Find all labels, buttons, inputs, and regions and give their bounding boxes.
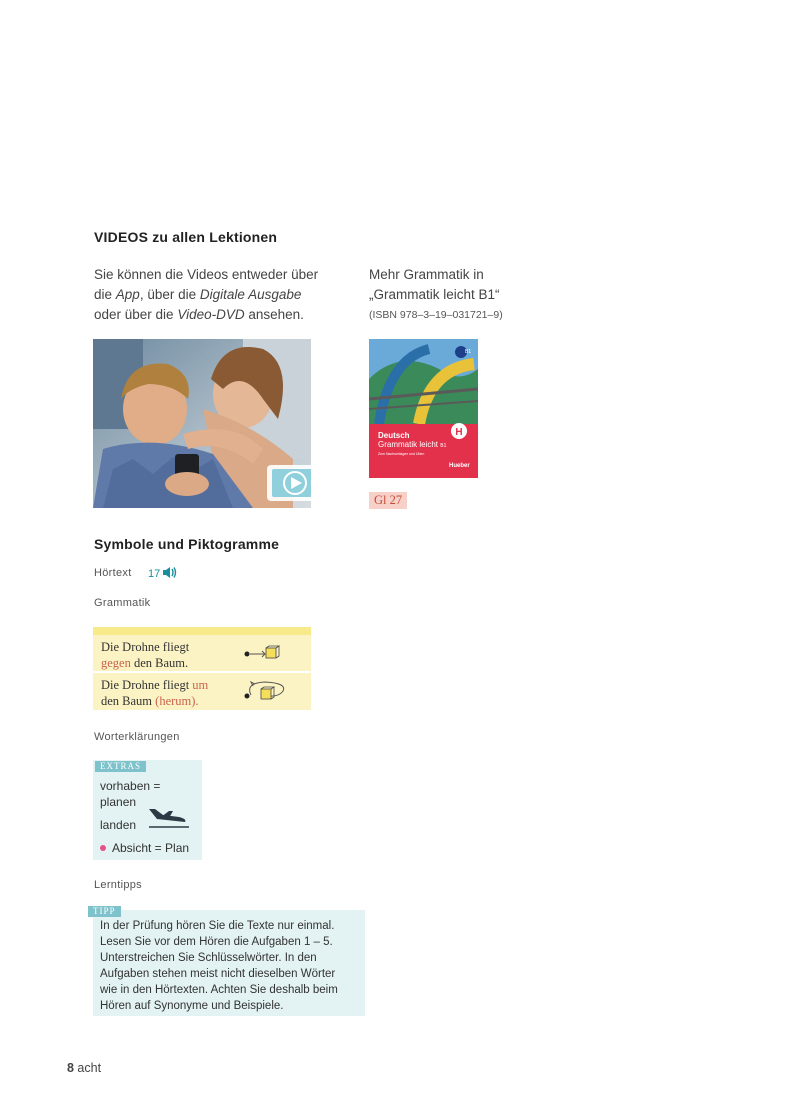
around-icon <box>243 677 289 703</box>
grammar-box-header <box>93 627 311 635</box>
tipp-box <box>93 906 365 1016</box>
videos-description <box>94 265 354 325</box>
extras-box <box>93 760 202 860</box>
video-photo <box>93 339 311 508</box>
audio-track-number: 17 <box>148 568 161 580</box>
tipp-line: In der Prüfung hören Sie die Texte nur einmal. <box>100 920 335 932</box>
hoertext-label: Hörtext <box>94 567 132 579</box>
extras-line-1: vorhaben = <box>100 779 161 793</box>
against-icon <box>243 645 283 661</box>
extras-line-3: landen <box>100 818 137 832</box>
isbn: (ISBN 978–3–19–031721–9) <box>369 309 503 321</box>
page-word: acht <box>73 1061 102 1075</box>
airplane-landing-icon <box>147 807 191 829</box>
tipp-line: Unterstreichen Sie Schlüsselwörter. In den <box>100 952 317 964</box>
cover-small-text: Zum Nachschlagen und Üben <box>378 452 425 456</box>
grammar-book-line-2: „Grammatik leicht B1“ <box>369 287 500 302</box>
lerntipps-label: Lerntipps <box>94 879 142 891</box>
svg-text:H: H <box>455 427 463 438</box>
page-footer <box>67 1061 101 1075</box>
speaker-icon <box>163 568 177 580</box>
audio-track[interactable] <box>148 567 177 580</box>
tipp-line: Hören auf Synonyme und Beispiele. <box>100 1000 284 1012</box>
tipp-tag: TIPP <box>88 906 121 917</box>
grammar-row-um: Die Drohne fliegt um den Baum (herum). <box>93 671 311 707</box>
videos-heading: VIDEOS zu allen Lektionen <box>94 229 278 245</box>
worterklaerungen-label: Worterklärungen <box>94 731 180 743</box>
videos-line-1: Sie können die Videos entweder über <box>94 267 319 282</box>
tipp-line: wie in den Hörtexten. Achten Sie deshalb beim <box>100 984 338 996</box>
grammar-row-gegen: Die Drohne fliegt gegen den Baum. <box>93 635 311 671</box>
videos-line-3: oder über die Video-DVD ansehen. <box>94 307 304 322</box>
grammar-book-cover <box>369 339 478 478</box>
grammar-book-line-1: Mehr Grammatik in <box>369 267 484 282</box>
videos-line-2: die App, über die Digitale Ausgabe <box>94 287 302 302</box>
tipp-line: Aufgaben stehen meist nicht dieselben Wörter <box>100 968 336 980</box>
grammatik-label: Grammatik <box>94 597 151 609</box>
pink-bullet-icon <box>100 845 106 851</box>
tipp-line: Lesen Sie vor dem Hören die Aufgaben 1 – 5. <box>100 936 333 948</box>
page-number: 8 <box>67 1061 74 1075</box>
cover-subtitle: Grammatik leicht B1 <box>378 440 447 449</box>
grammar-box <box>93 627 311 710</box>
cover-publisher: Hueber <box>449 463 470 469</box>
extras-line-4: Absicht = Plan <box>100 840 189 856</box>
cover-level-badge: B1 <box>465 349 472 355</box>
extras-tag: EXTRAS <box>95 761 146 772</box>
symbols-heading: Symbole und Piktogramme <box>94 536 280 552</box>
extras-line-2: planen <box>100 795 137 809</box>
cover-title: Deutsch <box>378 431 410 440</box>
tipp-text <box>100 918 338 1014</box>
grammar-reference-badge: Gl 27 <box>369 492 407 509</box>
grammar-book-text <box>369 265 569 325</box>
